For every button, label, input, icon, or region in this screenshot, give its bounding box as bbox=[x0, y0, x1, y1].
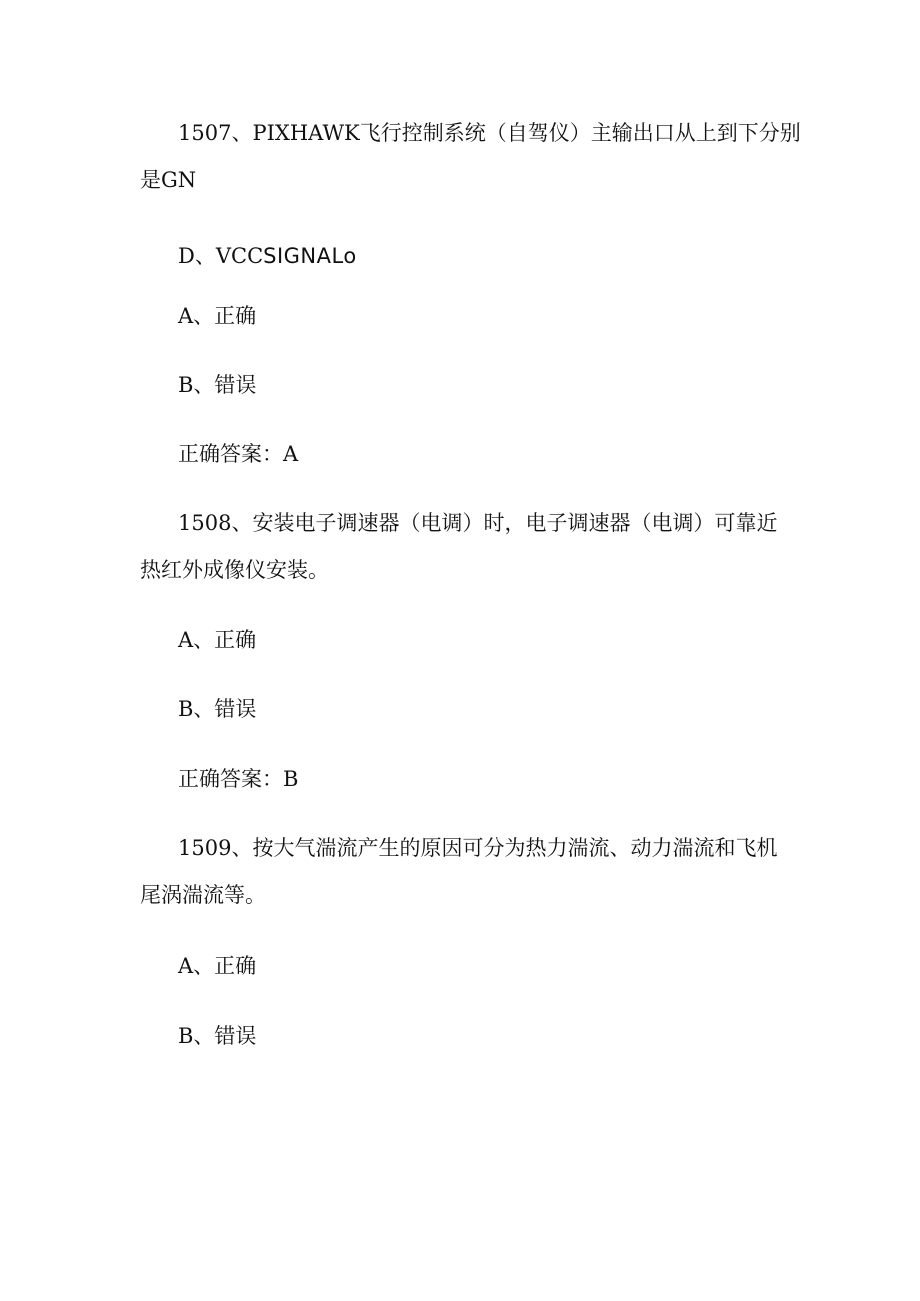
question-1508-text-line-2: 热红外成像仪安装。 bbox=[140, 558, 329, 582]
question-1508-option-a: A、正确 bbox=[178, 628, 257, 652]
question-1509-text-line-2: 尾涡湍流等。 bbox=[140, 883, 266, 907]
question-1508-text-line-1: 1508、安装电子调速器（电调）时，电子调速器（电调）可靠近 bbox=[178, 511, 778, 535]
question-1508-answer: 正确答案：B bbox=[178, 767, 299, 791]
option-d-suffix: SIGNALo bbox=[263, 244, 357, 268]
question-1507-text-line-1: 1507、PIXHAWK飞行控制系统（自驾仪）主输出口从上到下分别 bbox=[178, 121, 801, 145]
question-1508-option-b: B、错误 bbox=[178, 697, 257, 721]
question-1509-text-line-1: 1509、按大气湍流产生的原因可分为热力湍流、动力湍流和飞机 bbox=[178, 836, 778, 860]
question-1509-option-a: A、正确 bbox=[178, 954, 257, 978]
question-1507-answer: 正确答案：A bbox=[178, 442, 299, 466]
question-1507-option-d bbox=[178, 241, 357, 271]
question-1507-text-line-2: 是GN bbox=[140, 168, 197, 192]
question-1509-option-b: B、错误 bbox=[178, 1024, 257, 1048]
option-d-prefix: D、VCC bbox=[178, 244, 264, 268]
question-1507-option-a: A、正确 bbox=[178, 304, 257, 328]
question-1507-option-b: B、错误 bbox=[178, 373, 257, 397]
